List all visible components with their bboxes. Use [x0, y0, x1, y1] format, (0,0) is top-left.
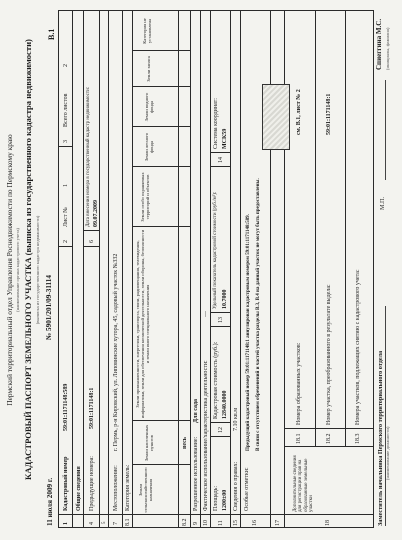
signatory-name: Спиеггина М.С. [375, 18, 383, 70]
row-cadastral-number: 1 Кадастровый номер 59:01:1171148:589 2 Лист № 1 3 Всего листов 2 [59, 11, 73, 527]
coordinate-system: МСК59 [222, 128, 228, 149]
passport-table [58, 10, 374, 528]
previous-number: 59:01:1171148:1 [89, 387, 95, 429]
formed-plots: см. В.1, лист № 2 [296, 89, 302, 135]
area: 1200±00 [222, 489, 228, 511]
form-code: В.1 [47, 28, 56, 40]
permitted-use: Для сада [193, 398, 199, 423]
special-note-2: В связи с отсутствием обременений и частей участка разделы В.3, В.4 на данный участок не могут быть предоставлены. [256, 178, 261, 451]
signatory-position: Заместитель начальника Пермского территориального отдела [377, 350, 384, 526]
row-area-value: 11 Площадь: 1200±00 12 Кадастровая стоимость (руб.): 12840.0000 13 Удельный показатель кадастровой стоимости (руб./м²): 10.7000 14 Система координат: МСК59 [211, 11, 231, 527]
issuing-organization: Пермский территориальный отдел Управления Роснедвижимости по Пермскому краю [5, 134, 14, 406]
cadastral-value: 12840.0000 [222, 390, 228, 419]
row-location: 7 Местоположение: г. Пермь, р-н Кировский, ул. Липовинские хутора, 45, садовый участок №332 [109, 11, 123, 527]
document-number: № 5901/201/09-31114 [45, 275, 53, 340]
position-caption: (наименование должности) [385, 426, 390, 480]
row-category-headers: Земли сельскохозяйственного назначения Земли населенных пунктов Земли промышленности, энергетики, транспорта, связи, радиовещания, телевидения, информатики, земли для обеспечения космической деятельности, земли обороны, безопасности и земли иного специального назначения Земли особо охраняемых территорий и объектов Земли лесного фонда Земли водного фонда Земли запаса Категория не установлена [133, 11, 179, 527]
row-actual-use: 10 Фактическое использование/характеристика деятельности: — [201, 11, 211, 527]
row-category-values: 8.2 весь [179, 11, 191, 527]
total-sheets: 2 [63, 64, 69, 67]
special-note-1: Предыдущий кадастровый номер 59:01:1171148:1 аннулирован кадастровым номером 59:01:1171148:589. [246, 214, 251, 451]
row-17: 17 [271, 11, 285, 527]
location-address: г. Пермь, р-н Кировский, ул. Липовинские хутора, 45, садовый участок №332 [113, 253, 119, 451]
document-title: КАДАСТРОВЫЙ ПАСПОРТ ЗЕМЕЛЬНОГО УЧАСТКА (выписка из государственного кадастра недвижимости) [23, 39, 33, 480]
row-previous-numbers: 4 Предыдущие номера: 59:01:1171148:1 6 Дата внесения номера в государственный кадастр недвижимости: 09.07.2009 [84, 11, 100, 527]
row-additional-info: 18 Дополнительные сведения для регистрации прав на образованные земельные участки 18.1 Номера образованных участков: см. В.1, лист № 2 18.2 Номер участка, преобразованного в результате выдела: 59:01:1171148:1 18.3 Номера участков, подлежащих снятию с кадастрового учета: [285, 11, 373, 527]
stamp-image [262, 84, 290, 150]
issue-date: 11 июля 2009 г. [46, 477, 54, 526]
name-caption: (инициалы, фамилия) [385, 27, 390, 70]
title-note: (выписка из государственного кадастра недвижимости) [35, 215, 40, 325]
row-5: 5 [100, 11, 109, 527]
registration-date: 09.07.2009 [93, 200, 99, 227]
category-settlement-value: весь [182, 437, 188, 449]
specific-value: 10.7000 [222, 289, 228, 309]
row-permitted-use: 9 Разрешенное использование: Для сада [191, 11, 201, 527]
cadastral-number: 59:01:1171148:589 [63, 383, 69, 431]
row-special-notes: 16 Особые отметки: Предыдущий кадастровый номер 59:01:1171148:1 аннулирован кадастровым номером 59:01:1171148:589. В связи с отсутствием обременений и частей участка разделы В.3, В.4 на данный участок не могут быть предоставлены. [241, 11, 271, 527]
seal-mark: М.П. [379, 196, 386, 210]
transformed-plot: 59:01:1171148:1 [326, 93, 332, 135]
row-rights: 15 Сведения о правах: 7.10 кв.м [231, 11, 241, 527]
sheet-number: 1 [63, 184, 69, 187]
organization-caption: (наименование органа кадастрового учета) [15, 228, 20, 312]
row-general-header: Общие сведения [73, 11, 84, 527]
row-land-category: 8.1 Категория земель: [123, 11, 133, 527]
